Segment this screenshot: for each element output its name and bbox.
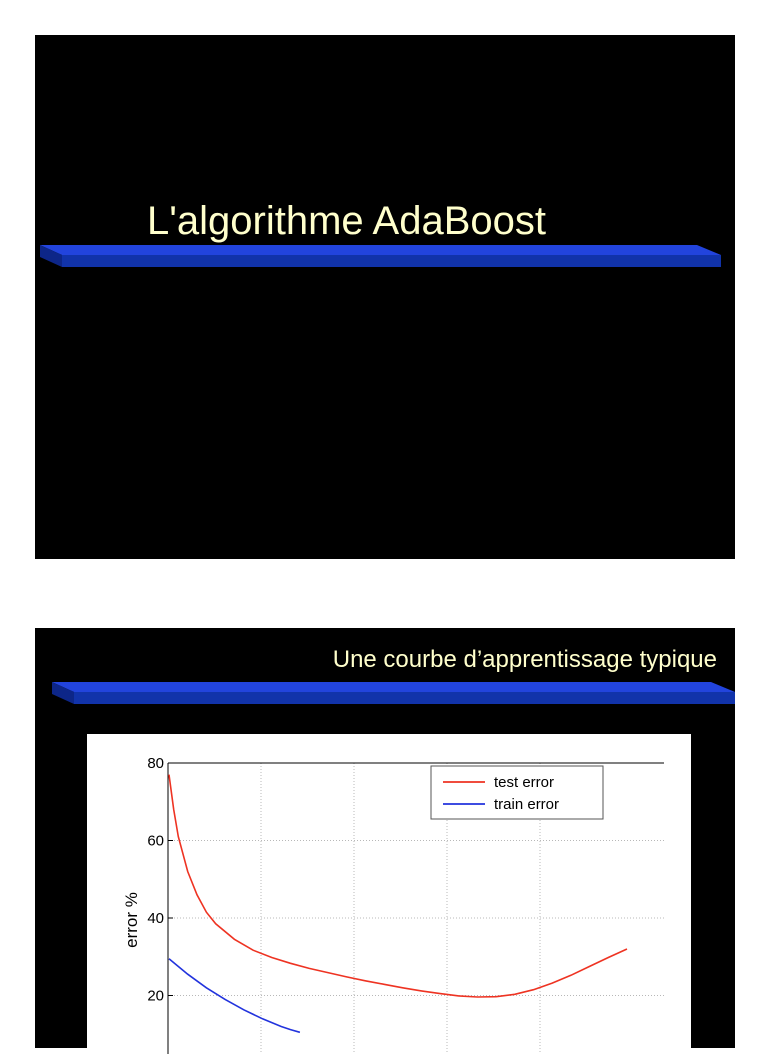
title-underline-bar	[35, 35, 735, 295]
y-tick-label: 60	[147, 832, 164, 850]
chart-slide	[35, 628, 735, 1048]
y-axis-label: error %	[122, 892, 141, 948]
slide-title: L'algorithme AdaBoost	[147, 199, 547, 243]
learning-curve-plot	[87, 734, 691, 1054]
legend-label: test error	[494, 774, 555, 791]
title-slide	[35, 35, 735, 559]
title-underline-bar	[35, 628, 735, 718]
slide-title: Une courbe d’apprentissage typique	[332, 646, 717, 673]
y-tick-label: 80	[147, 755, 164, 772]
y-tick-label: 20	[147, 987, 164, 1005]
y-tick-label: 40	[147, 910, 164, 927]
learning-curve-chart	[87, 734, 691, 1054]
legend	[431, 766, 603, 819]
legend-label: train error	[494, 796, 560, 813]
